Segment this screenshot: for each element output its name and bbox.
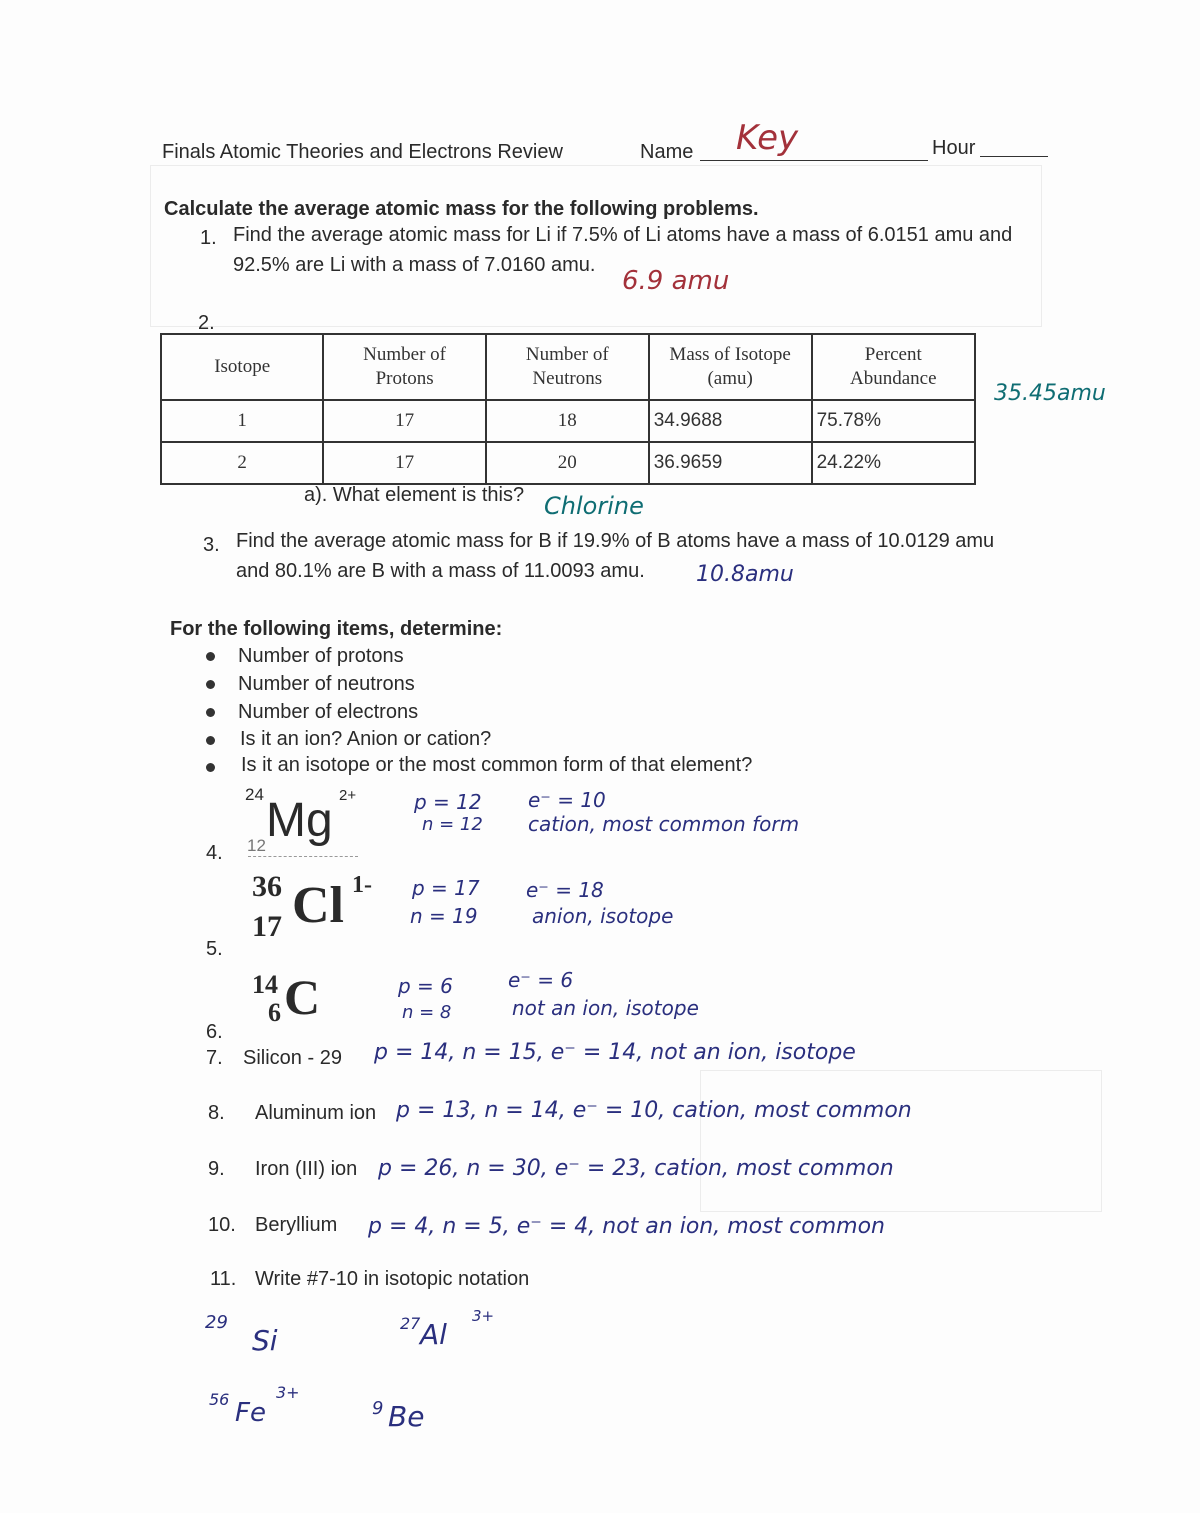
q3-text-line1: Find the average atomic mass for B if 19.9% of B atoms have a mass of 10.0129 amu [236,530,995,552]
bullet-dot [206,736,215,745]
header-line: Percent [864,344,922,365]
si-mass: 29 [205,1312,228,1333]
q6-classification: not an ion, isotope [512,996,699,1020]
q6-symbol: C [284,969,321,1025]
header-line: Number of [525,344,609,365]
q1-answer: 6.9 amu [622,266,730,296]
table-cell: 75.78% [812,400,975,442]
q2-answer: 35.45amu [994,381,1106,406]
header-line: (amu) [707,368,753,389]
be-mass: 9 [372,1398,384,1419]
table-cell: 24.22% [812,442,975,484]
q10-answer: p = 4, n = 5, e⁻ = 4, not an ion, most common [368,1214,885,1239]
q4-dashed-line [248,856,358,857]
q2a-question: a). What element is this? [304,484,525,506]
q3-number: 3. [203,534,220,556]
bullet-neutrons: Number of neutrons [238,673,415,695]
name-value: Key [736,118,799,158]
q5-classification: anion, isotope [532,904,674,928]
q2-number: 2. [198,312,215,334]
q7-answer: p = 14, n = 15, e⁻ = 14, not an ion, isotope [374,1040,856,1065]
header-line: Protons [375,368,434,389]
q9-number: 9. [208,1158,225,1180]
q5-atomic-number: 17 [252,910,282,943]
bullet-dot [206,652,215,661]
fe-mass: 56 [209,1390,230,1409]
si-symbol: Si [252,1324,278,1357]
bullet-dot [206,708,215,717]
q4-neutrons: n = 12 [422,814,483,835]
table-cell: 34.9688 [649,400,812,442]
q5-electrons: e⁻ = 18 [526,878,604,902]
bullet-protons: Number of protons [238,645,404,667]
q6-electrons: e⁻ = 6 [508,968,574,992]
header-line: Abundance [850,368,937,389]
q10-label: Beryllium [255,1214,338,1236]
isotope-table [160,333,976,485]
name-line[interactable] [700,160,928,161]
q2a-answer: Chlorine [544,492,644,520]
bullet-dot [206,680,215,689]
q4-charge: 2+ [339,787,357,804]
table-cell: 20 [486,442,649,484]
fe-symbol: Fe [235,1398,266,1428]
q4-atomic-number: 12 [247,836,266,855]
header-neutrons [486,334,649,400]
q3-text-line2: and 80.1% are B with a mass of 11.0093 amu. [236,560,645,582]
section2-heading: For the following items, determine: [170,618,503,640]
table-cell: 17 [323,400,486,442]
hour-label: Hour [932,137,976,159]
q7-number: 7. [206,1047,223,1069]
al-symbol: Al [420,1318,447,1351]
table-cell: 1 [161,400,323,442]
header-mass [649,334,812,400]
header-protons [323,334,486,400]
header-line: Neutrons [532,368,603,389]
fe-charge: 3+ [276,1383,300,1402]
al-charge: 3+ [472,1307,495,1325]
table-cell: 18 [486,400,649,442]
q6-mass-number: 14 [252,970,278,999]
q8-answer: p = 13, n = 14, e⁻ = 10, cation, most common [396,1098,912,1123]
q6-number: 6. [206,1021,223,1043]
q6-neutrons: n = 8 [402,1002,452,1023]
q9-label: Iron (III) ion [255,1158,358,1180]
table-row [161,400,975,442]
q6-atomic-number: 6 [268,998,281,1027]
section1-heading: Calculate the average atomic mass for the following problems. [164,198,759,220]
name-label: Name [640,141,694,163]
q4-classification: cation, most common form [528,812,800,836]
q7-label: Silicon - 29 [243,1047,342,1069]
q4-mass-number: 24 [245,785,264,804]
q5-mass-number: 36 [252,870,282,903]
table-row [161,442,975,484]
q4-electrons: e⁻ = 10 [528,788,606,812]
q6-protons: p = 6 [398,974,453,998]
q1-text-line1: Find the average atomic mass for Li if 7.5% of Li atoms have a mass of 6.0151 amu and [233,224,1013,246]
bullet-ion: Is it an ion? Anion or cation? [240,728,492,750]
q1-number: 1. [200,227,217,249]
q1-text-line2: 92.5% are Li with a mass of 7.0160 amu. [233,254,596,276]
q5-protons: p = 17 [412,876,480,900]
q9-answer: p = 26, n = 30, e⁻ = 23, cation, most common [378,1156,894,1181]
header-line: Number of [363,344,447,365]
header-abundance [812,334,975,400]
q11-label: Write #7-10 in isotopic notation [255,1268,530,1290]
q5-neutrons: n = 19 [410,904,478,928]
table-cell: 17 [323,442,486,484]
q8-number: 8. [208,1102,225,1124]
q5-charge: 1- [352,872,372,898]
header-line: Mass of Isotope [669,344,791,365]
bullet-dot [206,763,215,772]
bullet-isotope: Is it an isotope or the most common form of that element? [241,754,753,776]
bleed-through-table-lower [700,1070,1102,1212]
q4-protons: p = 12 [414,790,482,814]
be-symbol: Be [388,1400,425,1433]
hour-line[interactable] [980,156,1048,157]
q5-symbol: Cl [292,877,344,934]
table-cell: 36.9659 [649,442,812,484]
table-cell: 2 [161,442,323,484]
worksheet-title: Finals Atomic Theories and Electrons Review [162,141,563,163]
al-mass: 27 [400,1314,421,1333]
q10-number: 10. [208,1214,236,1236]
q8-label: Aluminum ion [255,1102,377,1124]
q5-number: 5. [206,938,223,960]
q11-number: 11. [210,1268,237,1290]
q4-number: 4. [206,842,223,864]
q4-symbol: Mg [266,794,333,847]
bullet-electrons: Number of electrons [238,701,419,723]
header-isotope [161,334,323,400]
header-line: Isotope [214,356,271,377]
q3-answer: 10.8amu [696,562,794,587]
